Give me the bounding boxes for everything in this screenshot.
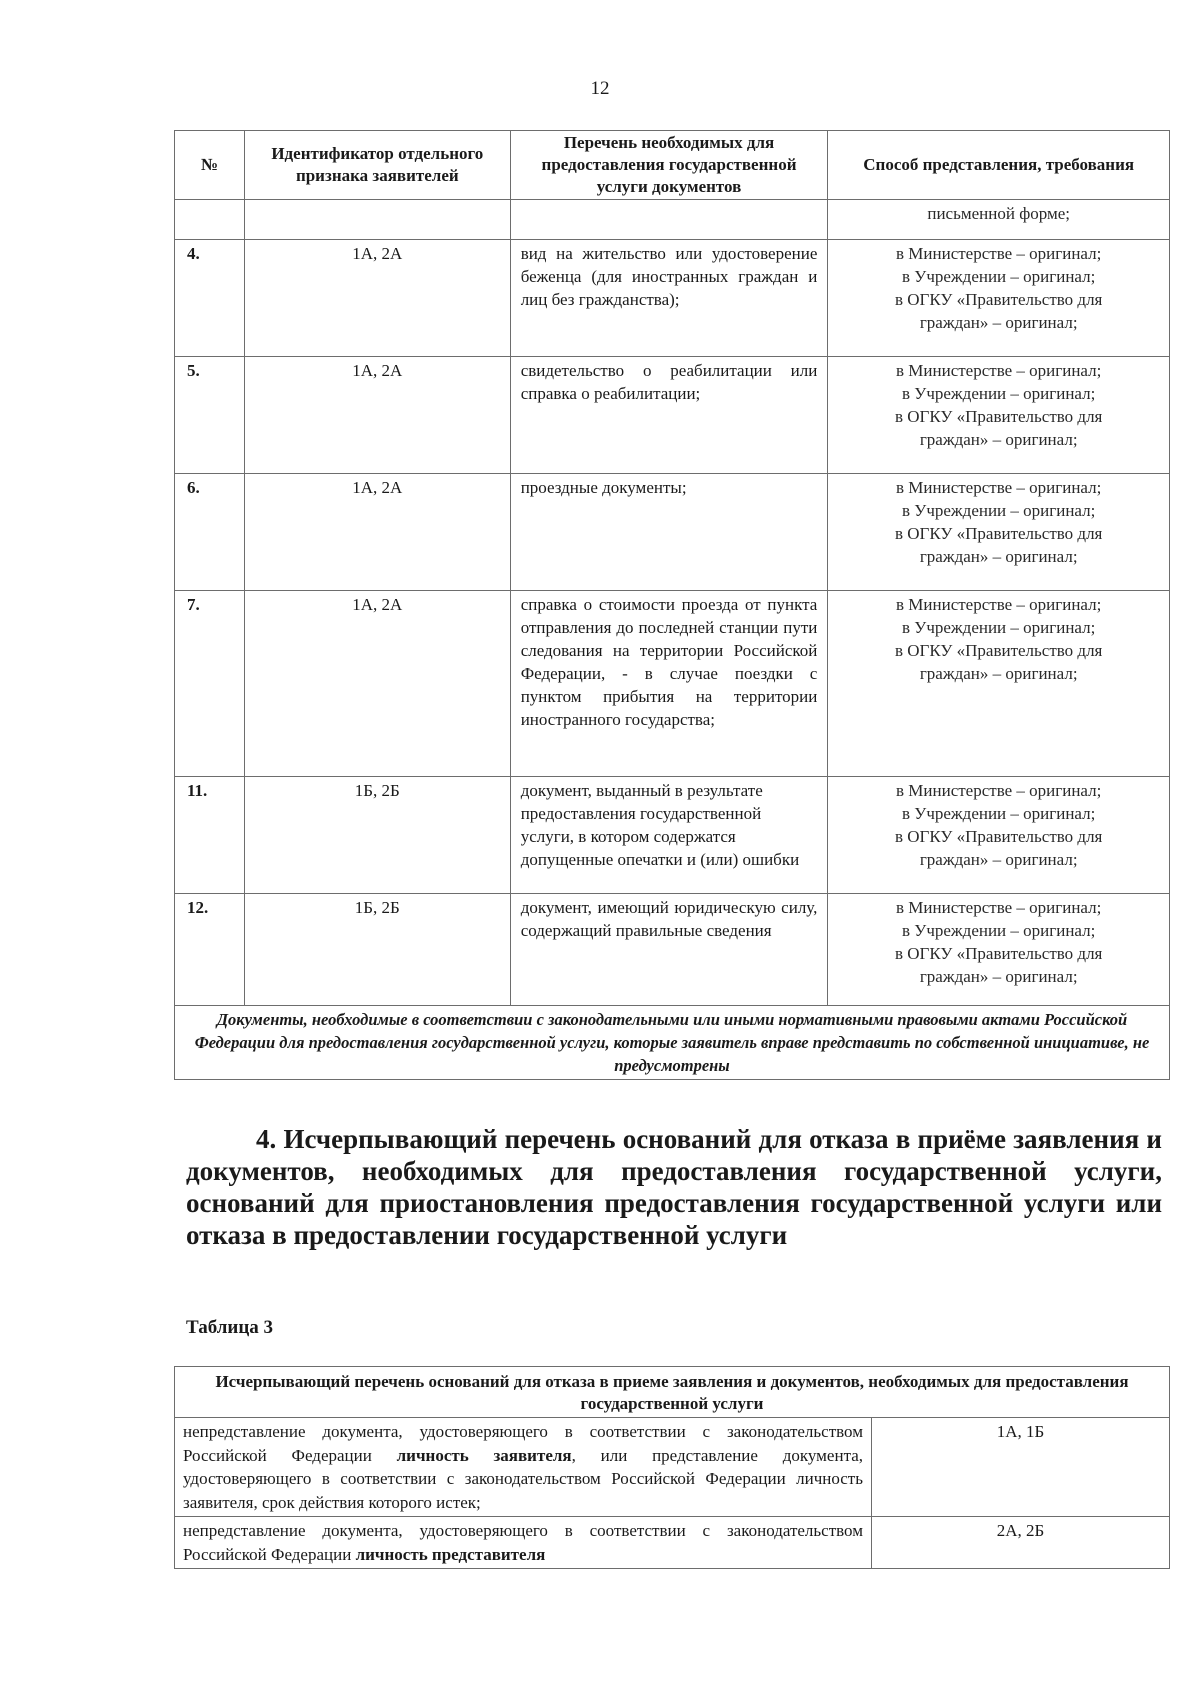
table-row: [175, 357, 1170, 474]
method-line: в Учреждении – оригинал;: [902, 384, 1096, 403]
cell-identifier: 1А, 2А: [244, 474, 510, 591]
section-number: 4.: [256, 1124, 277, 1154]
table-row: [175, 1517, 1170, 1569]
cell-method: [828, 894, 1170, 1006]
cell-document: проездные документы;: [510, 474, 828, 591]
method-line: в ОГКУ «Правительство для: [894, 290, 1103, 309]
table-note: Документы, необходимые в соответствии с законодательными или иными нормативными правовыми актами Российской Федерации для предоставления государственной услуги, которые заявитель вправе представить по собственной инициативе, не предусмотрены: [175, 1006, 1170, 1080]
section-title: Исчерпывающий перечень оснований для отказа в приёме заявления и документов, необходимых для предоставления государственной услуги, оснований для приостановления предоставления государственной услуги или отказа в предоставлении государственной услуги: [186, 1124, 1162, 1250]
cell-identifier: 1А, 2А: [244, 591, 510, 777]
column-header-number: №: [175, 131, 245, 200]
method-line: граждан» – оригинал;: [919, 850, 1078, 869]
cell-code: 2А, 2Б: [872, 1517, 1170, 1569]
method-line: в ОГКУ «Правительство для: [894, 524, 1103, 543]
cell-method: [828, 777, 1170, 894]
cell-document: справка о стоимости проезда от пункта отправления до последней станции пути следования на территории Российской Федерации, - в случае поездки с пунктом прибытия на территории иностранного государства;: [510, 591, 828, 777]
method-line: в Министерстве – оригинал;: [896, 361, 1102, 380]
cell-method: [828, 357, 1170, 474]
cell-number: 5.: [175, 357, 245, 474]
reason-text: непредставление документа, удостоверяющего в соответствии с законодательством Российской Федерации: [183, 1521, 863, 1564]
method-line: в Министерстве – оригинал;: [896, 595, 1102, 614]
method-line: граждан» – оригинал;: [919, 430, 1078, 449]
cell-number: 11.: [175, 777, 245, 894]
method-line: граждан» – оригинал;: [919, 967, 1078, 986]
cell-method: [828, 240, 1170, 357]
section-heading: [186, 1123, 1162, 1251]
method-line: в Министерстве – оригинал;: [896, 781, 1102, 800]
cell-identifier: 1А, 2А: [244, 240, 510, 357]
cell-method: [828, 591, 1170, 777]
table-header-row: [175, 131, 1170, 200]
method-line: граждан» – оригинал;: [919, 547, 1078, 566]
cell-document: документ, имеющий юридическую силу, содержащий правильные сведения: [510, 894, 828, 1006]
cell-empty: [244, 200, 510, 240]
table-header-row: [175, 1367, 1170, 1418]
method-line: в Учреждении – оригинал;: [902, 618, 1096, 637]
cell-method-continuation: письменной форме;: [828, 200, 1170, 240]
cell-document: свидетельство о реабилитации или справка о реабилитации;: [510, 357, 828, 474]
reason-emphasis: личность заявителя: [396, 1445, 572, 1465]
refusal-grounds-table: [174, 1366, 1170, 1569]
method-line: граждан» – оригинал;: [919, 664, 1078, 683]
refusal-table-header: Исчерпывающий перечень оснований для отказа в приеме заявления и документов, необходимых для предоставления государственной услуги: [175, 1367, 1170, 1418]
method-line: в Учреждении – оригинал;: [902, 267, 1096, 286]
table-row: [175, 777, 1170, 894]
method-line: в ОГКУ «Правительство для: [894, 827, 1103, 846]
cell-number: 6.: [175, 474, 245, 591]
cell-identifier: 1Б, 2Б: [244, 894, 510, 1006]
documents-table: [174, 130, 1170, 1080]
cell-document: вид на жительство или удостоверение беженца (для иностранных граждан и лиц без гражданства);: [510, 240, 828, 357]
table-row: [175, 894, 1170, 1006]
method-line: в Министерстве – оригинал;: [896, 898, 1102, 917]
cell-reason: [175, 1517, 872, 1569]
reason-emphasis: личность представителя: [355, 1544, 546, 1564]
page-number: 12: [590, 78, 610, 99]
reason-text: , или представление документа, удостоверяющего в соответствии с законодательством Российской Федерации личность заявителя, срок действия которого истек;: [183, 1445, 863, 1512]
cell-document: документ, выданный в результате предоставления государственной услуги, в котором содержатся допущенные опечатки и (или) ошибки: [510, 777, 828, 894]
table-row-continuation: [175, 200, 1170, 240]
cell-number: 7.: [175, 591, 245, 777]
cell-empty: [175, 200, 245, 240]
column-header-identifier: Идентификатор отдельного признака заявителей: [244, 131, 510, 200]
method-line: в ОГКУ «Правительство для: [894, 407, 1103, 426]
column-header-method: Способ представления, требования: [828, 131, 1170, 200]
table-row: [175, 240, 1170, 357]
cell-empty: [510, 200, 828, 240]
table-label: Таблица 3: [186, 1317, 274, 1338]
method-line: граждан» – оригинал;: [919, 313, 1078, 332]
table-row: [175, 474, 1170, 591]
table-note-row: [175, 1006, 1170, 1080]
column-header-documents: Перечень необходимых для предоставления государственной услуги документов: [510, 131, 828, 200]
table-row: [175, 591, 1170, 777]
method-line: в Учреждении – оригинал;: [902, 921, 1096, 940]
method-line: в Учреждении – оригинал;: [902, 501, 1096, 520]
method-line: в ОГКУ «Правительство для: [894, 944, 1103, 963]
cell-number: 4.: [175, 240, 245, 357]
cell-method: [828, 474, 1170, 591]
cell-code: 1А, 1Б: [872, 1418, 1170, 1517]
cell-number: 12.: [175, 894, 245, 1006]
cell-identifier: 1А, 2А: [244, 357, 510, 474]
cell-identifier: 1Б, 2Б: [244, 777, 510, 894]
method-line: в ОГКУ «Правительство для: [894, 641, 1103, 660]
method-line: в Министерстве – оригинал;: [896, 478, 1102, 497]
table-row: [175, 1418, 1170, 1517]
reason-text: непредставление документа, удостоверяющего в соответствии с законодательством Российской Федерации: [183, 1422, 863, 1465]
cell-reason: [175, 1418, 872, 1517]
method-line: в Учреждении – оригинал;: [902, 804, 1096, 823]
method-line: в Министерстве – оригинал;: [896, 244, 1102, 263]
